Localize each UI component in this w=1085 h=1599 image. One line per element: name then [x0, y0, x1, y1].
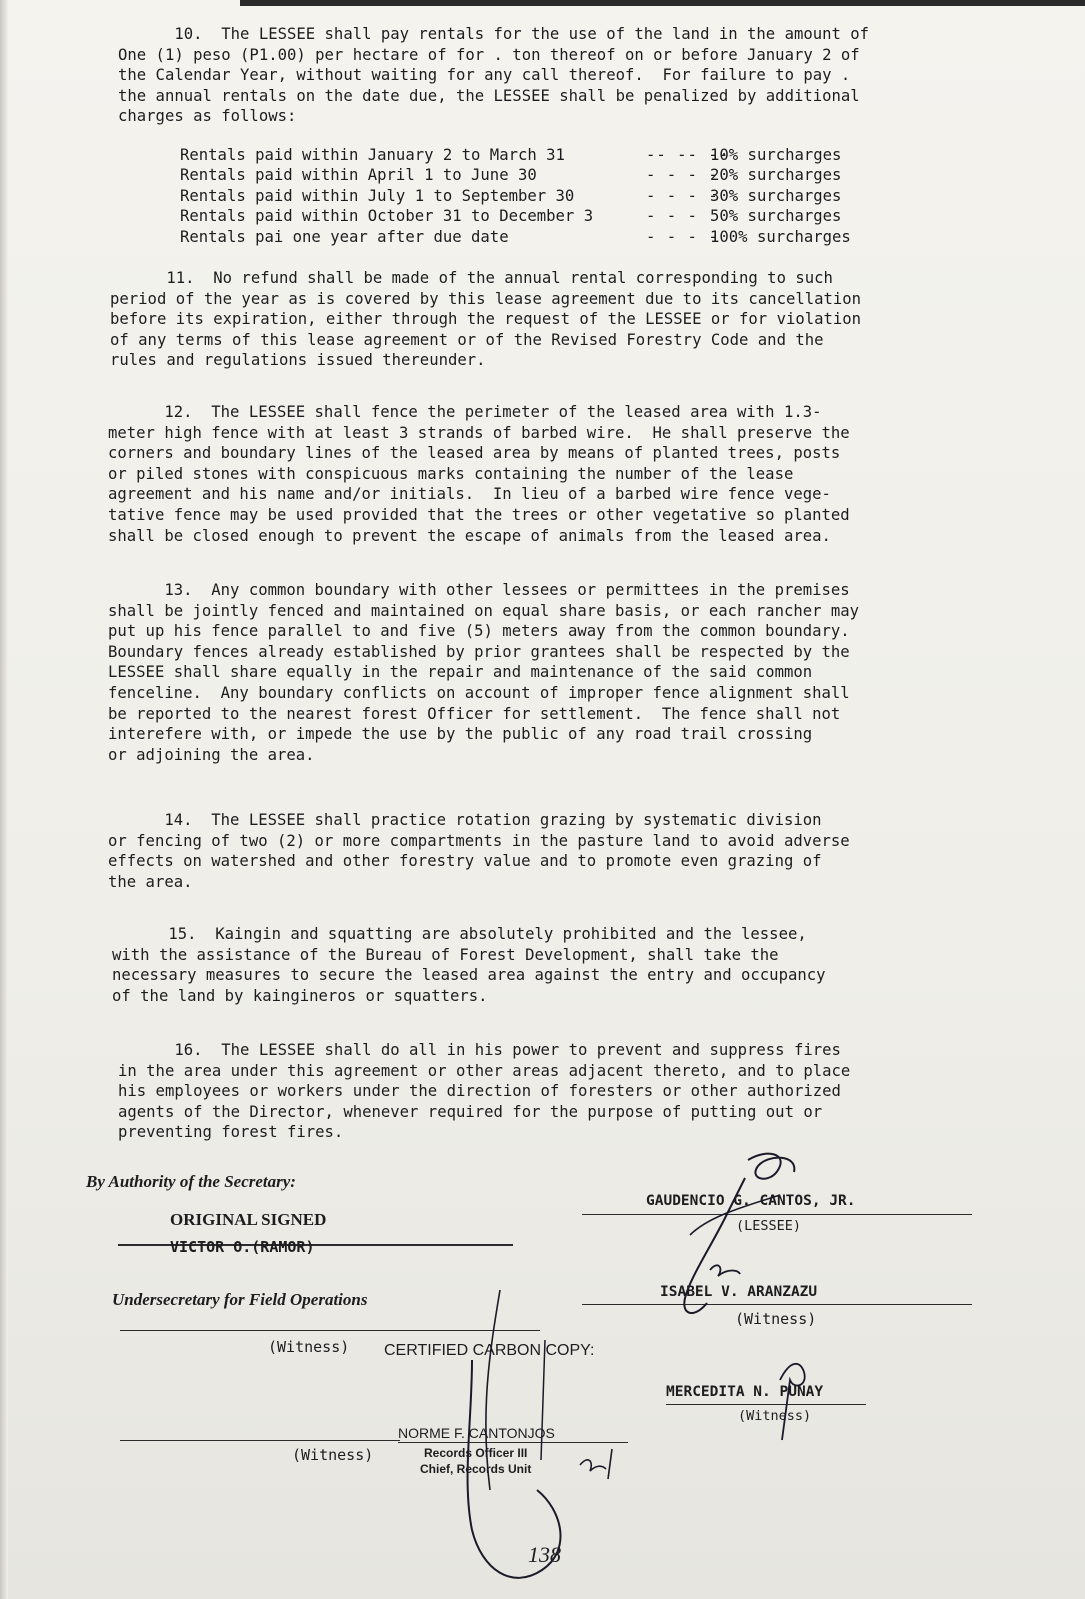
page-number: 138	[528, 1542, 561, 1567]
paragraph-line: 15. Kaingin and squatting are absolutely prohibited and the lessee,	[112, 925, 807, 943]
rental-surcharge: 100% surcharges	[710, 227, 851, 246]
witness-left-label: (Witness)	[268, 1338, 350, 1356]
rental-leader: - - -	[646, 207, 698, 226]
paragraph-line: be reported to the nearest forest Officer for settlement. The fence shall not	[108, 704, 841, 723]
paragraph-line: before its expiration, either through the request of the LESSEE or for violation	[110, 310, 862, 329]
records-officer-chief: Chief, Records Unit	[420, 1462, 532, 1476]
paragraph-line: the area.	[108, 872, 193, 891]
signature-line-witness2	[666, 1404, 866, 1405]
witness1-role: (Witness)	[735, 1310, 817, 1328]
paragraph-12	[108, 402, 850, 546]
rental-surcharge: 30% surcharges	[710, 186, 842, 205]
paragraph-line: shall be jointly fenced and maintained on equal share basis, or each rancher may	[108, 601, 860, 620]
rental-surcharge: 20% surcharges	[710, 166, 842, 185]
paragraph-11	[110, 268, 861, 371]
certified-carbon-copy: CERTIFIED CARBON COPY:	[384, 1342, 595, 1359]
paragraph-line: the Calendar Year, without waiting for any call thereof. For failure to pay .	[118, 66, 851, 85]
records-officer-name: NORME F. CANTONJOS	[398, 1425, 555, 1441]
paragraph-line: effects on watershed and other forestry value and to promote even grazing of	[108, 852, 822, 871]
signature-line-witness-left	[120, 1330, 540, 1331]
witness2-name: MERCEDITA N. PUNAY	[666, 1384, 824, 1400]
paragraph-line: or adjoining the area.	[108, 745, 315, 764]
witness-left2-label: (Witness)	[292, 1446, 374, 1464]
paragraph-14	[108, 810, 850, 892]
paragraph-line: rules and regulations issued thereunder.	[110, 351, 486, 370]
paragraph-line: with the assistance of the Bureau of Forest Development, shall take the	[112, 945, 779, 964]
records-officer-title: Records Officer III	[424, 1446, 528, 1460]
paragraph-15	[112, 924, 826, 1006]
paragraph-line: One (1) peso (P1.00) per hectare of for . ton thereof on or before January 2 of	[118, 45, 860, 64]
paragraph-line: period of the year as is covered by this lease agreement due to its cancellation	[110, 289, 862, 308]
paragraph-line: necessary measures to secure the leased area against the entry and occupancy	[112, 966, 826, 985]
paragraph-line: of the land by kaingineros or squatters.	[112, 986, 488, 1005]
paragraph-16	[118, 1040, 850, 1143]
victor-name: VICTOR O.(RAMOR)	[170, 1238, 315, 1256]
rental-leader: - - - -	[646, 166, 719, 185]
undersecretary-label: Undersecretary for Field Operations	[112, 1290, 368, 1309]
signature-line-witness-left2	[120, 1440, 400, 1441]
paragraph-10	[118, 24, 869, 127]
paragraph-line: LESSEE shall share equally in the repair and maintenance of the said common	[108, 663, 813, 682]
paragraph-line: put up his fence parallel to and five (5) meters away from the common boundary.	[108, 622, 850, 641]
paragraph-line: preventing forest fires.	[118, 1123, 344, 1142]
rental-period: Rentals paid within October 31 to December 3	[180, 207, 594, 226]
top-edge-shadow	[240, 0, 1085, 6]
witness2-role: (Witness)	[738, 1408, 812, 1424]
paragraph-line: 12. The LESSEE shall fence the perimeter of the leased area with 1.3-	[108, 403, 822, 421]
lessee-name: GAUDENCIO G. CANTOS, JR.	[646, 1193, 856, 1209]
paragraph-line: 10. The LESSEE shall pay rentals for the use of the land in the amount of	[118, 25, 870, 43]
paragraph-line: 16. The LESSEE shall do all in his power to prevent and suppress fires	[118, 1041, 841, 1059]
lessee-role: (LESSEE)	[736, 1218, 802, 1234]
paragraph-line: 14. The LESSEE shall practice rotation grazing by systematic division	[108, 811, 822, 829]
paragraph-line: agents of the Director, whenever required for the purpose of putting out or	[118, 1102, 823, 1121]
rental-leader: - - - -	[646, 227, 719, 246]
witness1-name: ISABEL V. ARANZAZU	[660, 1284, 818, 1300]
paragraph-line: or fencing of two (2) or more compartments in the pasture land to avoid adverse	[108, 831, 850, 850]
paragraph-line: the annual rentals on the date due, the LESSEE shall be penalized by additional	[118, 86, 860, 105]
rental-period: Rentals paid within January 2 to March 31	[180, 146, 565, 164]
signature-line-witness1	[582, 1304, 972, 1305]
paragraph-line: tative fence may be used provided that the trees or other vegetative so planted	[108, 505, 850, 524]
rental-period: Rentals pai one year after due date	[180, 227, 509, 246]
rental-period: Rentals paid within July 1 to September 30	[180, 186, 575, 205]
paragraph-line: fenceline. Any boundary conflicts on account of improper fence alignment shall	[108, 683, 850, 702]
paragraph-line: or piled stones with conspicuous marks containing the number of the lease	[108, 464, 794, 483]
paragraph-line: meter high fence with at least 3 strands of barbed wire. He shall preserve the	[108, 423, 850, 442]
paragraph-line: of any terms of this lease agreement or of the Revised Forestry Code and the	[110, 330, 824, 349]
paragraph-line: agreement and his name and/or initials. In lieu of a barbed wire fence vege-	[108, 485, 831, 504]
paragraph-line: his employees or workers under the direction of foresters or other authorized	[118, 1082, 841, 1101]
original-signed-label: ORIGINAL SIGNED	[170, 1210, 327, 1229]
left-edge-shadow	[0, 0, 8, 1599]
paragraph-line: in the area under this agreement or other areas adjacent thereto, and to place	[118, 1061, 851, 1080]
paragraph-line: 11. No refund shall be made of the annual rental corresponding to such	[110, 269, 833, 287]
rental-surcharge: 10% surcharges	[710, 146, 842, 164]
paragraph-line: charges as follows:	[118, 107, 297, 126]
signature-line-records	[398, 1442, 628, 1443]
paragraph-line: Boundary fences already established by prior grantees shall be respected by the	[108, 642, 850, 661]
signature-line-lessee	[582, 1214, 972, 1215]
paragraph-line: interefere with, or impede the use by the public of any road trail crossing	[108, 725, 813, 744]
rental-surcharge: 50% surcharges	[710, 207, 842, 226]
rental-leader: - - - -	[646, 186, 719, 205]
paragraph-13	[108, 580, 859, 765]
paragraph-line: shall be closed enough to prevent the escape of animals from the leased area.	[108, 526, 831, 545]
rental-leader: -- -- --	[646, 146, 730, 164]
paragraph-line: 13. Any common boundary with other lessees or permittees in the premises	[108, 581, 850, 599]
authority-label: By Authority of the Secretary:	[86, 1172, 296, 1191]
rental-period: Rentals paid within April 1 to June 30	[180, 166, 537, 185]
paragraph-line: corners and boundary lines of the leased area by means of planted trees, posts	[108, 444, 841, 463]
